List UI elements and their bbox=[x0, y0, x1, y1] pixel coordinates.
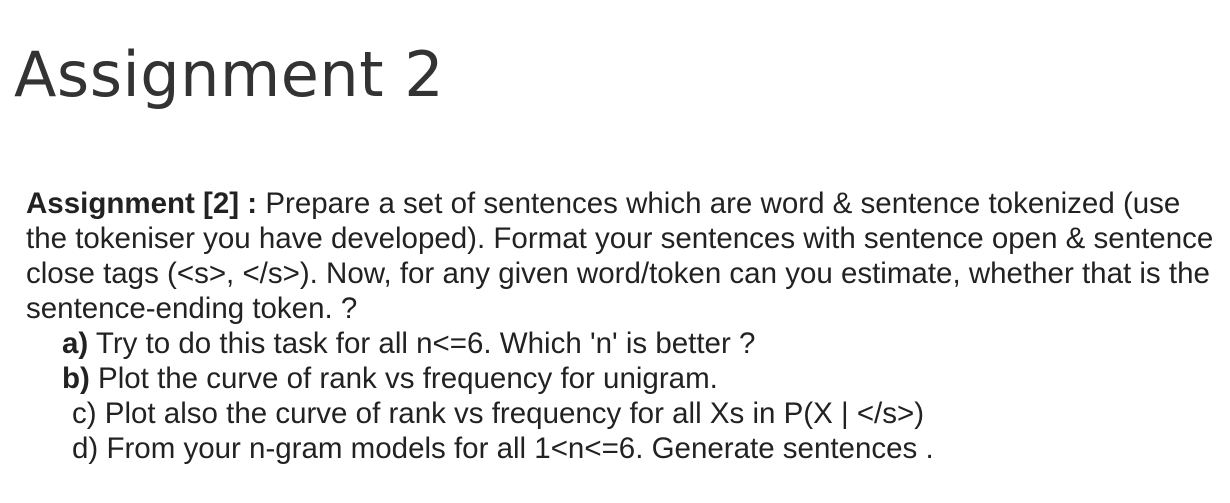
task-text: Try to do this task for all n<=6. Which 'n' is better ? bbox=[95, 327, 756, 360]
task-marker: d) bbox=[72, 432, 99, 465]
assignment-description bbox=[26, 186, 1221, 326]
task-text: Plot also the curve of rank vs frequency for all Xs in P(X | </s>) bbox=[104, 397, 925, 430]
task-marker: c) bbox=[72, 397, 97, 430]
task-d bbox=[26, 431, 1221, 466]
task-text: Plot the curve of rank vs frequency for unigram. bbox=[98, 362, 718, 395]
task-b bbox=[26, 361, 1221, 396]
assignment-text: Prepare a set of sentences which are word & sentence tokenized (use the tokeniser you have developed). Format your sentences with sentence open & sentence close tags (<s>, </s>). Now, for any given word/token can you estimate, whether that is the sentence-ending token. ? bbox=[26, 187, 1214, 325]
task-marker: b) bbox=[62, 362, 90, 395]
task-text: From your n-gram models for all 1<n<=6. Generate sentences . bbox=[106, 432, 934, 465]
assignment-body bbox=[26, 186, 1221, 466]
task-c bbox=[26, 396, 1221, 431]
assignment-label: Assignment [2] : bbox=[26, 187, 258, 220]
task-a bbox=[26, 326, 1221, 361]
page-title: Assignment 2 bbox=[14, 38, 445, 111]
task-marker: a) bbox=[62, 327, 89, 360]
